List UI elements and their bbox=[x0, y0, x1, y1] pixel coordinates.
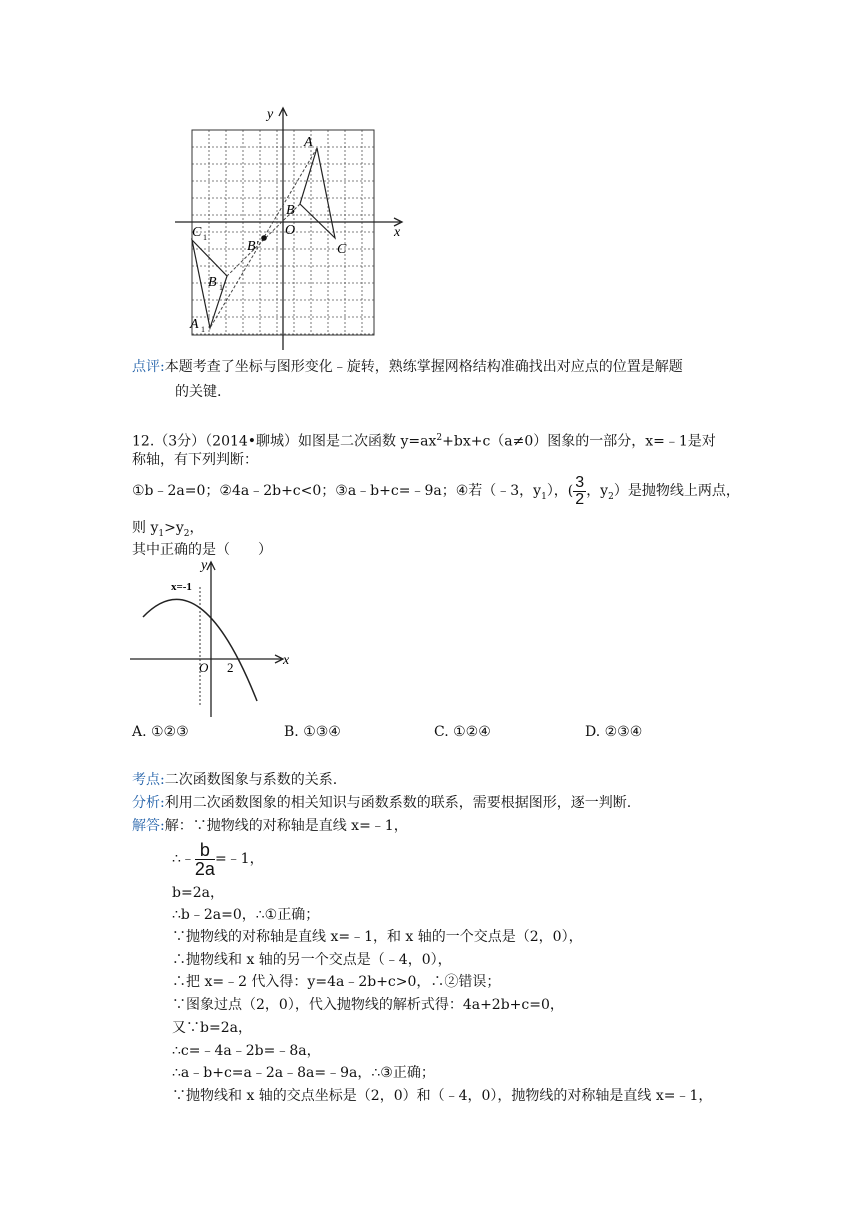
q12-sub2: 2 bbox=[608, 491, 614, 502]
q12-judge-c: ，y bbox=[586, 483, 609, 499]
option-d[interactable]: D. ②③④ bbox=[585, 724, 643, 740]
point-a1-label: A bbox=[190, 317, 199, 332]
rotation-grid-figure bbox=[170, 100, 410, 355]
point-bprime-label: B' bbox=[247, 239, 259, 254]
kaodian-text: 二次函数图象与系数的关系. bbox=[164, 772, 338, 788]
solution-line-7: ∴把 x=﹣2 代入得：y=4a﹣2b+c>0，∴②错误； bbox=[172, 974, 501, 990]
q12-line2: 称轴，有下列判断： bbox=[132, 452, 258, 468]
axis-y-label: y bbox=[267, 107, 274, 122]
q12-judge-b: ），( bbox=[546, 483, 574, 499]
q12-fraction: $\frac{3}{2}$ bbox=[575, 473, 585, 508]
comment-line1 bbox=[132, 357, 683, 377]
jieda-label: 解答: bbox=[132, 818, 165, 834]
fenxi-label: 分析: bbox=[132, 795, 165, 811]
solution-line-1: 解：∵抛物线的对称轴是直线 x=﹣1， bbox=[164, 818, 408, 834]
q12-sup: 2 bbox=[436, 433, 443, 443]
q12-line5: 其中正确的是（ ） bbox=[132, 542, 272, 558]
solution-line-12: ∵抛物线和 x 轴的交点坐标是（2，0）和（﹣4，0），抛物线的对称轴是直线 x=﹣1， bbox=[172, 1088, 713, 1104]
solution-line-5: ∵抛物线的对称轴是直线 x=﹣1，和 x 轴的一个交点是（2，0）， bbox=[172, 929, 583, 945]
solution-line-6: ∴抛物线和 x 轴的另一个交点是（﹣4，0）， bbox=[172, 952, 452, 968]
symmetry-axis-label: x=-1 bbox=[171, 581, 192, 593]
kaodian-line bbox=[132, 770, 337, 790]
option-c[interactable]: C. ①②④ bbox=[434, 724, 491, 740]
jieda-line bbox=[132, 816, 408, 836]
point-b1-sub: 1 bbox=[219, 283, 223, 292]
axis-x-label: x bbox=[394, 225, 401, 240]
point-c-label: C bbox=[337, 242, 347, 257]
q12-judge-d: ）是抛物线上两点， bbox=[613, 483, 740, 499]
solution-line-10: ∴c=﹣4a﹣2b=﹣8a， bbox=[172, 1043, 321, 1059]
parabola-figure bbox=[125, 555, 300, 720]
solution-line-4: ∴b﹣2a=0，∴①正确； bbox=[172, 907, 320, 923]
q12-stem-b: +bx+c（a≠0）图象的一部分，x=﹣1是对 bbox=[442, 433, 716, 450]
q12-sub1: 1 bbox=[541, 491, 547, 502]
q12-stem-a: 12.（3分）（2014•聊城）如图是二次函数 y=ax bbox=[132, 433, 437, 450]
kaodian-label: 考点: bbox=[132, 772, 165, 788]
point-a1-sub: 1 bbox=[201, 325, 205, 334]
solution-fraction: $\frac{b}{2a}$ bbox=[194, 839, 215, 879]
q12-line1 bbox=[132, 428, 716, 452]
origin-label: O bbox=[285, 223, 296, 238]
option-a[interactable]: A. ①②③ bbox=[132, 724, 189, 740]
fig2-tick-2: 2 bbox=[227, 660, 234, 675]
point-c1-label: C bbox=[192, 225, 202, 240]
point-a-label: A bbox=[304, 135, 313, 150]
comment-text-1: 本题考查了坐标与图形变化﹣旋转，熟练掌握网格结构准确找出对应点的位置是解题 bbox=[164, 359, 683, 375]
q12-line4: 则 $y_1>y_2$， bbox=[132, 520, 204, 539]
solution-line-11: ∴a﹣b+c=a﹣2a﹣8a=﹣9a，∴③正确； bbox=[172, 1065, 435, 1081]
fenxi-line bbox=[132, 793, 631, 813]
rotation-center-dot bbox=[261, 235, 267, 241]
point-b1-label: B bbox=[208, 275, 217, 290]
comment-line2: 的关键. bbox=[175, 384, 222, 400]
solution-line-3: b=2a， bbox=[172, 885, 224, 901]
point-c1-sub: 1 bbox=[203, 233, 207, 242]
fig2-axis-x-label: x bbox=[283, 653, 290, 668]
fenxi-text: 利用二次函数图象的相关知识与函数系数的联系，需要根据图形，逐一判断. bbox=[164, 795, 632, 811]
q12-line3 bbox=[132, 472, 740, 516]
solution-line-9: 又∵b=2a， bbox=[172, 1020, 252, 1036]
point-b-label: B bbox=[286, 203, 295, 218]
fig2-origin-label: O bbox=[199, 660, 209, 675]
fig2-axis-y-label: y bbox=[201, 558, 208, 573]
option-b[interactable]: B. ①③④ bbox=[284, 724, 341, 740]
q12-judge-a: ①b﹣2a=0；②4a﹣2b+c<0；③a﹣b+c=﹣9a；④若（﹣3，y bbox=[132, 483, 542, 499]
comment-label: 点评: bbox=[132, 359, 165, 375]
solution-line-2: ∴﹣ $\frac{b}{2a}$ =﹣1， bbox=[172, 839, 264, 879]
solution-line-8: ∵图象过点（2，0），代入抛物线的解析式得：4a+2b+c=0， bbox=[172, 997, 564, 1013]
